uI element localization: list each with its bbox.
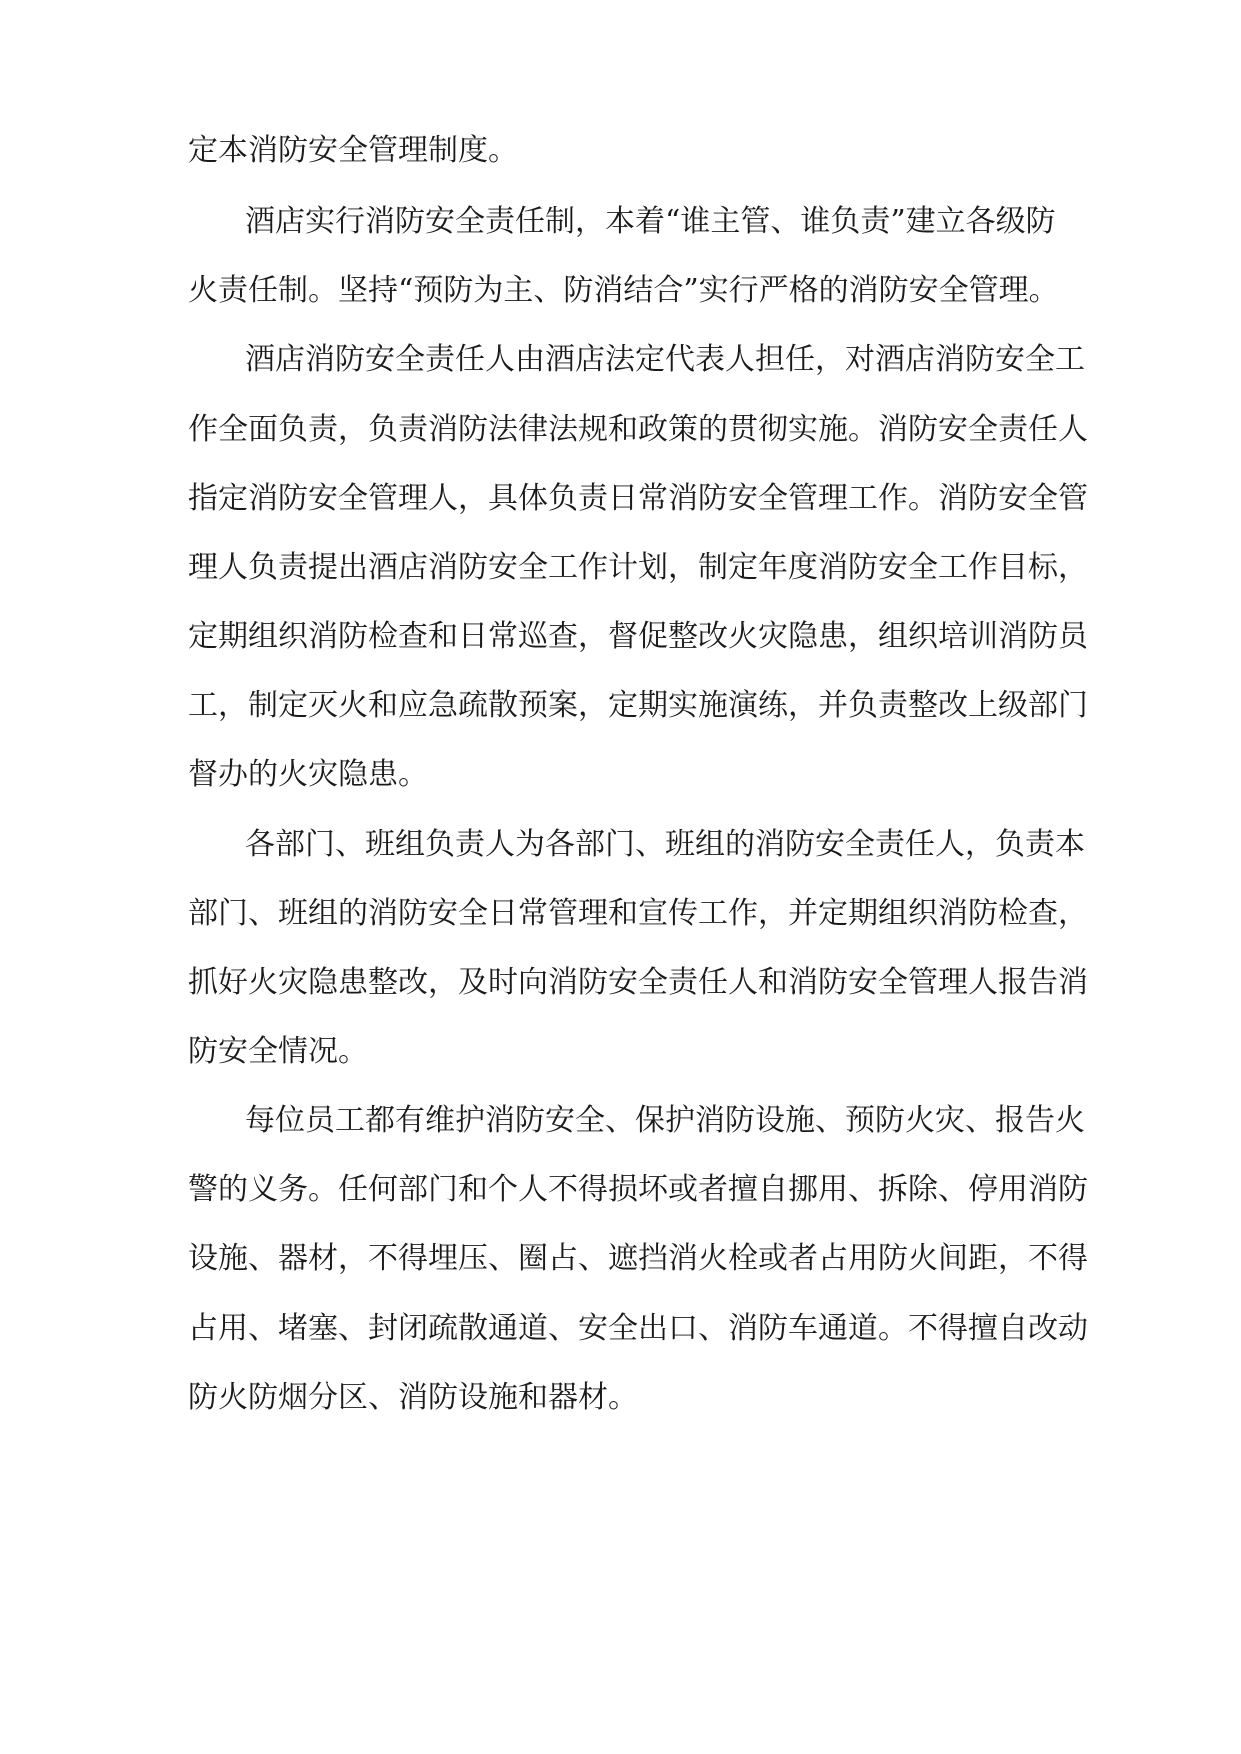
line-text: 作全面负责，负责消防法律法规和政策的贯彻实施。消防安全责任人 [188, 412, 1088, 447]
paragraph-line [0, 1026, 1241, 1078]
line-text: 火责任制。坚持“预防为主、防消结合”实行严格的消防安全管理。 [188, 273, 1059, 308]
paragraph-line [0, 1372, 1241, 1424]
line-text: 理人负责提出酒店消防安全工作计划，制定年度消防安全工作目标， [188, 550, 1088, 585]
line-text: 防安全情况。 [188, 1034, 368, 1069]
line-text: 每位员工都有维护消防安全、保护消防设施、预防火灾、报告火 [245, 1103, 1085, 1138]
line-text: 定期组织消防检查和日常巡查，督促整改火灾隐患，组织培训消防员 [188, 619, 1088, 654]
line-text: 占用、堵塞、封闭疏散通道、安全出口、消防车通道。不得擅自改动 [188, 1311, 1088, 1346]
paragraph-line [0, 749, 1241, 801]
paragraph-line [0, 957, 1241, 1009]
line-text: 工，制定灭火和应急疏散预案，定期实施演练，并负责整改上级部门 [188, 688, 1088, 723]
line-text: 酒店消防安全责任人由酒店法定代表人担任，对酒店消防安全工 [245, 342, 1085, 377]
paragraph-line [0, 819, 1241, 871]
line-text: 酒店实行消防安全责任制，本着“谁主管、谁负责”建立各级防 [245, 204, 1056, 239]
line-text: 指定消防安全管理人，具体负责日常消防安全管理工作。消防安全管 [188, 481, 1088, 516]
line-text: 防火防烟分区、消防设施和器材。 [188, 1380, 638, 1415]
paragraph-line [0, 611, 1241, 663]
paragraph-line [0, 680, 1241, 732]
paragraph-line [0, 265, 1241, 317]
paragraph-line [0, 888, 1241, 940]
paragraph-line [0, 1164, 1241, 1216]
paragraph-line [0, 542, 1241, 594]
line-text: 定本消防安全管理制度。 [188, 133, 518, 168]
line-text: 抓好火灾隐患整改，及时向消防安全责任人和消防安全管理人报告消 [188, 965, 1088, 1000]
line-text: 督办的火灾隐患。 [188, 757, 428, 792]
paragraph-line [0, 473, 1241, 525]
paragraph-line [0, 1095, 1241, 1147]
paragraph-line [0, 404, 1241, 456]
paragraph-line [0, 125, 1241, 177]
paragraph-line [0, 1303, 1241, 1355]
paragraph-line [0, 196, 1241, 248]
line-text: 设施、器材，不得埋压、圈占、遮挡消火栓或者占用防火间距，不得 [188, 1241, 1088, 1276]
paragraph-line [0, 1233, 1241, 1285]
line-text: 警的义务。任何部门和个人不得损坏或者擅自挪用、拆除、停用消防 [188, 1172, 1088, 1207]
paragraph-line [0, 334, 1241, 386]
line-text: 各部门、班组负责人为各部门、班组的消防安全责任人，负责本 [245, 827, 1085, 862]
line-text: 部门、班组的消防安全日常管理和宣传工作，并定期组织消防检查， [188, 896, 1088, 931]
